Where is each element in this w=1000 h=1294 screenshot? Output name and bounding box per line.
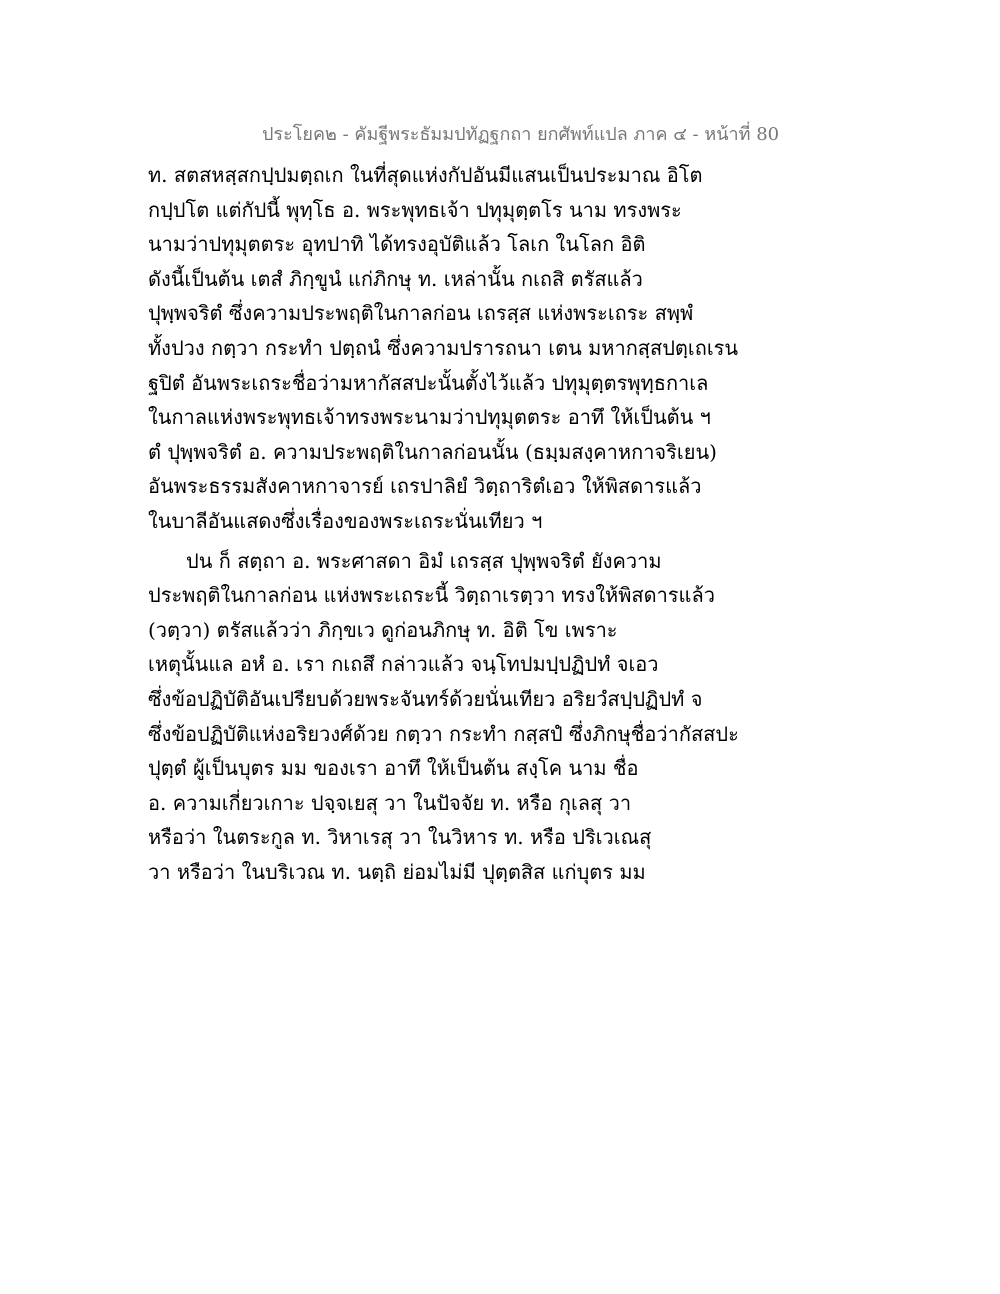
body-line: ประพฤติในกาลก่อน แห่งพระเถระนี้ วิตฺถาเรตฺวา ทรงให้พิสดารแล้ว — [148, 583, 715, 608]
paragraph-first-line: ปน ก็ สตฺถา อ. พระศาสดา อิมํ เถรสฺส ปุพฺพจริตํ ยังความ — [186, 548, 662, 573]
body-line: ซึ่งข้อปฏิบัติอันเปรียบด้วยพระจันทร์ด้วยนั่นเทียว อริยวํสปฺปฏิปทํ จ — [148, 686, 703, 711]
body-line: หรือว่า ในตระกูล ท. วิหาเรสุ วา ในวิหาร ท. หรือ ปริเวเณสุ — [148, 825, 652, 850]
running-header: ประโยค๒ - คัมฐีพระธัมมปทัฏฐกถา ยกศัพท์แปล ภาค ๔ - หน้าที่ 80 — [262, 124, 780, 145]
body-line: ปุพฺพจริตํ ซึ่งความประพฤติในกาลก่อน เถรสฺส แห่งพระเถระ สพฺพํ — [148, 301, 694, 326]
body-line: ดังนี้เป็นต้น เตสํ ภิกฺขูนํ แก่ภิกษุ ท. เหล่านั้น กเถสิ ตรัสแล้ว — [148, 266, 643, 291]
body-line: ตํ ปุพฺพจริตํ อ. ความประพฤติในกาลก่อนนั้น (ธมฺมสงฺคาหกาจริเยน) — [148, 439, 717, 464]
body-line: อันพระธรรมสังคาหกาจารย์ เถรปาลิยํ วิตฺถาริตํเอว ให้พิสดารแล้ว — [148, 474, 702, 499]
body-line: อ. ความเกี่ยวเกาะ ปจฺจเยสุ วา ในปัจจัย ท. หรือ กุเลสุ วา — [148, 790, 632, 815]
body-line: ปุตฺตํ ผู้เป็นบุตร มม ของเรา อาทึ ให้เป็นต้น สงฺโค นาม ชื่อ — [148, 756, 639, 781]
body-line: ท. สตสหสฺสกปฺปมตฺถเก ในที่สุดแห่งกัปอันมีแสนเป็นประมาณ อิโต — [148, 163, 703, 187]
body-line: ทั้งปวง กตฺวา กระทำ ปตฺถนํ ซึ่งความปรารถนา เตน มหากสฺสปตฺเถเรน — [148, 335, 739, 360]
body-line: นามว่าปทุมุตตระ อุทปาทิ ได้ทรงอุบัติแล้ว โลเก ในโลก อิติ — [148, 232, 646, 257]
body-line: กปฺปโต แต่กัปนี้ พุทฺโธ อ. พระพุทธเจ้า ปทุมุตฺตโร นาม ทรงพระ — [148, 197, 682, 222]
body-line: (วตฺวา) ตรัสแล้วว่า ภิกฺขเว ดูก่อนภิกษุ ท. อิติ โข เพราะ — [148, 617, 618, 642]
body-line: ในกาลแห่งพระพุทธเจ้าทรงพระนามว่าปทุมุตตระ อาทึ ให้เป็นต้น ฯ — [148, 405, 711, 430]
body-line: ซึ่งข้อปฏิบัติแห่งอริยวงศ์ด้วย กตฺวา กระทำ กสฺสปํ ซึ่งภิกษุชื่อว่ากัสสปะ — [148, 721, 739, 746]
body-line: เหตุนั้นแล อหํ อ. เรา กเถสึ กล่าวแล้ว จนฺโทปมปฺปฏิปทํ จเอว — [148, 652, 659, 677]
body-line: ฐปิตํ อันพระเถระชื่อว่ามหากัสสปะนั้นตั้งไว้แล้ว ปทุมุตฺตรพุทฺธกาเล — [148, 370, 709, 395]
body-line: ในบาลีอันแสดงซึ่งเรื่องของพระเถระนั่นเทียว ฯ — [148, 508, 543, 533]
body-text — [148, 158, 748, 889]
body-line: วา หรือว่า ในบริเวณ ท. นตฺถิ ย่อมไม่มี ปุตฺตสิส แก่บุตร มม — [148, 859, 646, 884]
